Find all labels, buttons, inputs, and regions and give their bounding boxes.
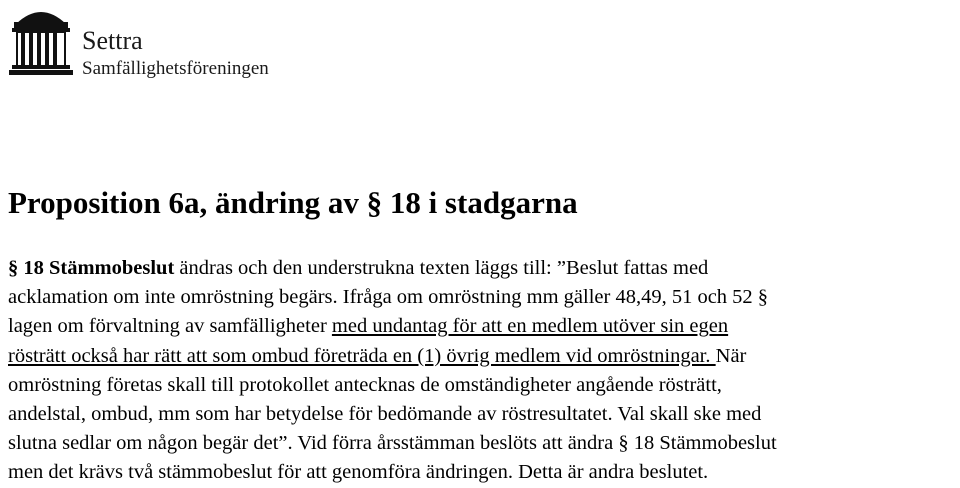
bold-text: § 18 Stämmobeslut xyxy=(8,257,175,279)
body-line xyxy=(8,400,958,429)
text-segment: När xyxy=(715,344,747,367)
text-segment: acklamation om inte omröstning begärs. Ifråga om omröstning mm gäller 48,49, 51 och 52 § xyxy=(8,286,769,309)
text-segment: omröstning företas skall till protokollet antecknas de omständigheter angående rösträtt, xyxy=(8,373,722,396)
body-paragraph xyxy=(8,254,958,488)
underlined-text: med undantag för att en medlem utöver sin egen xyxy=(331,315,729,338)
text-segment: men det krävs två stämmobeslut för att genomföra ändringen. Detta är andra beslutet. xyxy=(8,461,709,484)
text-segment: lagen om förvaltning av samfälligheter xyxy=(8,315,332,338)
text-segment: slutna sedlar om någon begär det”. Vid förra årsstämman beslöts att ändra § 18 Stämmobeslut xyxy=(8,432,777,455)
body-line xyxy=(8,371,958,400)
body-line xyxy=(8,283,958,312)
body-line xyxy=(8,254,958,283)
body-text xyxy=(8,254,958,488)
organization-name: Settra xyxy=(82,26,143,55)
underlined-text: rösträtt också har rätt att som ombud företräda en (1) övrig medlem vid omröstningar. xyxy=(8,344,716,367)
organization-type: Samfällighetsföreningen xyxy=(82,58,269,79)
water-tower-icon xyxy=(8,2,74,76)
text-segment: andelstal, ombud, mm som har betydelse för bedömande av röstresultatet. Val skall ske med xyxy=(8,403,762,426)
body-line xyxy=(8,342,958,371)
body-line xyxy=(8,429,958,458)
text-segment: ändras och den understrukna texten läggs till: ”Beslut fattas med xyxy=(174,257,709,279)
body-line xyxy=(8,458,958,487)
water-tower-logo xyxy=(8,2,74,76)
document-title: Proposition 6a, ändring av § 18 i stadgarna xyxy=(8,185,578,220)
body-line xyxy=(8,312,958,341)
